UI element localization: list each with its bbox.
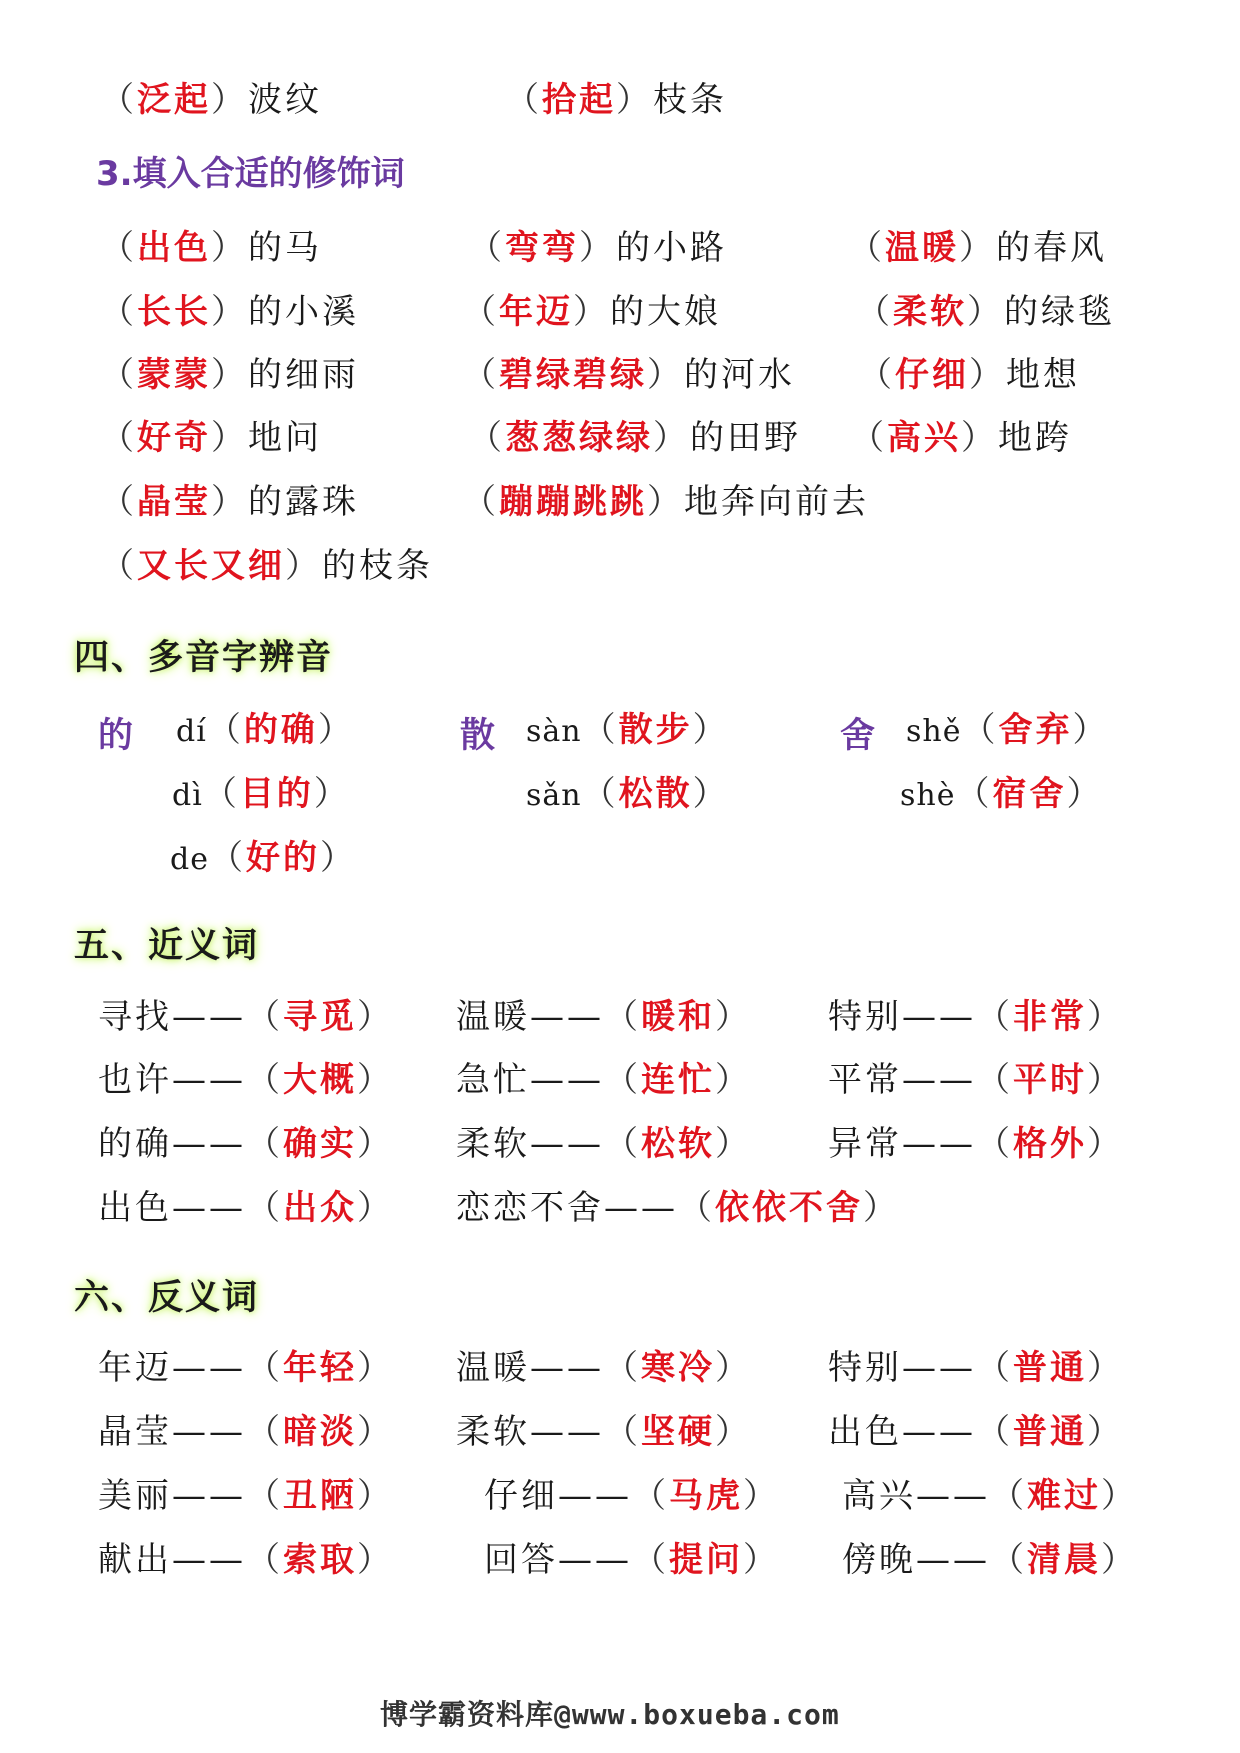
antonym-pair: 出色——（普通） [828,1412,1124,1452]
synonym-pair: 温暖——（暖和） [456,997,752,1037]
antonym-pair: 美丽——（丑陋） [98,1476,394,1516]
synonym-pair: 恋恋不舍——（依依不舍） [456,1188,900,1228]
antonym-pair: 特别——（普通） [828,1348,1124,1388]
antonym-pair: 晶莹——（暗淡） [98,1412,394,1452]
synonym-pair: 的确——（确实） [98,1124,394,1164]
antonym-pair: 温暖——（寒冷） [456,1348,752,1388]
fill-item: （柔软）的绿毯 [856,292,1115,332]
antonym-pair: 仔细——（马虎） [484,1476,780,1516]
synonym-pair: 出色——（出众） [98,1188,394,1228]
synonym-pair: 也许——（大概） [98,1060,394,1100]
footer-watermark: 博学霸资料库@www.boxueba.com [380,1698,840,1731]
polyphone-reading: sǎn（松散） [526,774,730,814]
section-title: 五、近义词 [74,926,260,966]
fill-item: （出色）的马 [100,228,322,268]
fill-item: （弯弯）的小路 [468,228,727,268]
polyphone-char: 的 [98,715,134,756]
fill-item: （仔细）地想 [858,355,1080,395]
polyphone-char: 舍 [840,715,876,756]
antonym-pair: 回答——（提问） [484,1540,780,1580]
polyphone-reading: dì（目的） [172,774,351,814]
fill-item: （拾起）枝条 [505,80,727,120]
fill-item: （蒙蒙）的细雨 [100,355,359,395]
synonym-pair: 异常——（格外） [828,1124,1124,1164]
synonym-pair: 寻找——（寻觅） [98,997,394,1037]
fill-item: （泛起）波纹 [100,80,322,120]
polyphone-char: 散 [460,715,496,756]
fill-item: （晶莹）的露珠 [100,482,359,522]
synonym-pair: 急忙——（连忙） [456,1060,752,1100]
synonym-pair: 柔软——（松软） [456,1124,752,1164]
antonym-pair: 傍晚——（清晨） [842,1540,1138,1580]
polyphone-reading: shè（宿舍） [900,774,1104,814]
synonym-pair: 平常——（平时） [828,1060,1124,1100]
polyphone-reading: de（好的） [170,838,357,878]
section-title: 六、反义词 [74,1278,260,1318]
antonym-pair: 高兴——（难过） [842,1476,1138,1516]
subsection-title: 3.填入合适的修饰词 [96,154,405,194]
antonym-pair: 献出——（索取） [98,1540,394,1580]
antonym-pair: 柔软——（坚硬） [456,1412,752,1452]
fill-item: （长长）的小溪 [100,292,359,332]
answer: 拾起 [542,80,616,120]
section-title: 四、多音字辨音 [74,638,334,678]
polyphone-reading: shě（舍弃） [906,710,1110,750]
fill-item: （碧绿碧绿）的河水 [462,355,795,395]
polyphone-reading: dí（的确） [176,710,355,750]
fill-item: （年迈）的大娘 [462,292,721,332]
answer: 泛起 [137,80,211,120]
fill-item: （高兴）地跨 [850,418,1072,458]
fill-item: （葱葱绿绿）的田野 [468,418,801,458]
polyphone-reading: sàn（散步） [526,710,730,750]
fill-item: （又长又细）的枝条 [100,546,433,586]
fill-item: （蹦蹦跳跳）地奔向前去 [462,482,869,522]
fill-item: （好奇）地问 [100,418,322,458]
fill-item: （温暖）的春风 [848,228,1107,268]
antonym-pair: 年迈——（年轻） [98,1348,394,1388]
synonym-pair: 特别——（非常） [828,997,1124,1037]
